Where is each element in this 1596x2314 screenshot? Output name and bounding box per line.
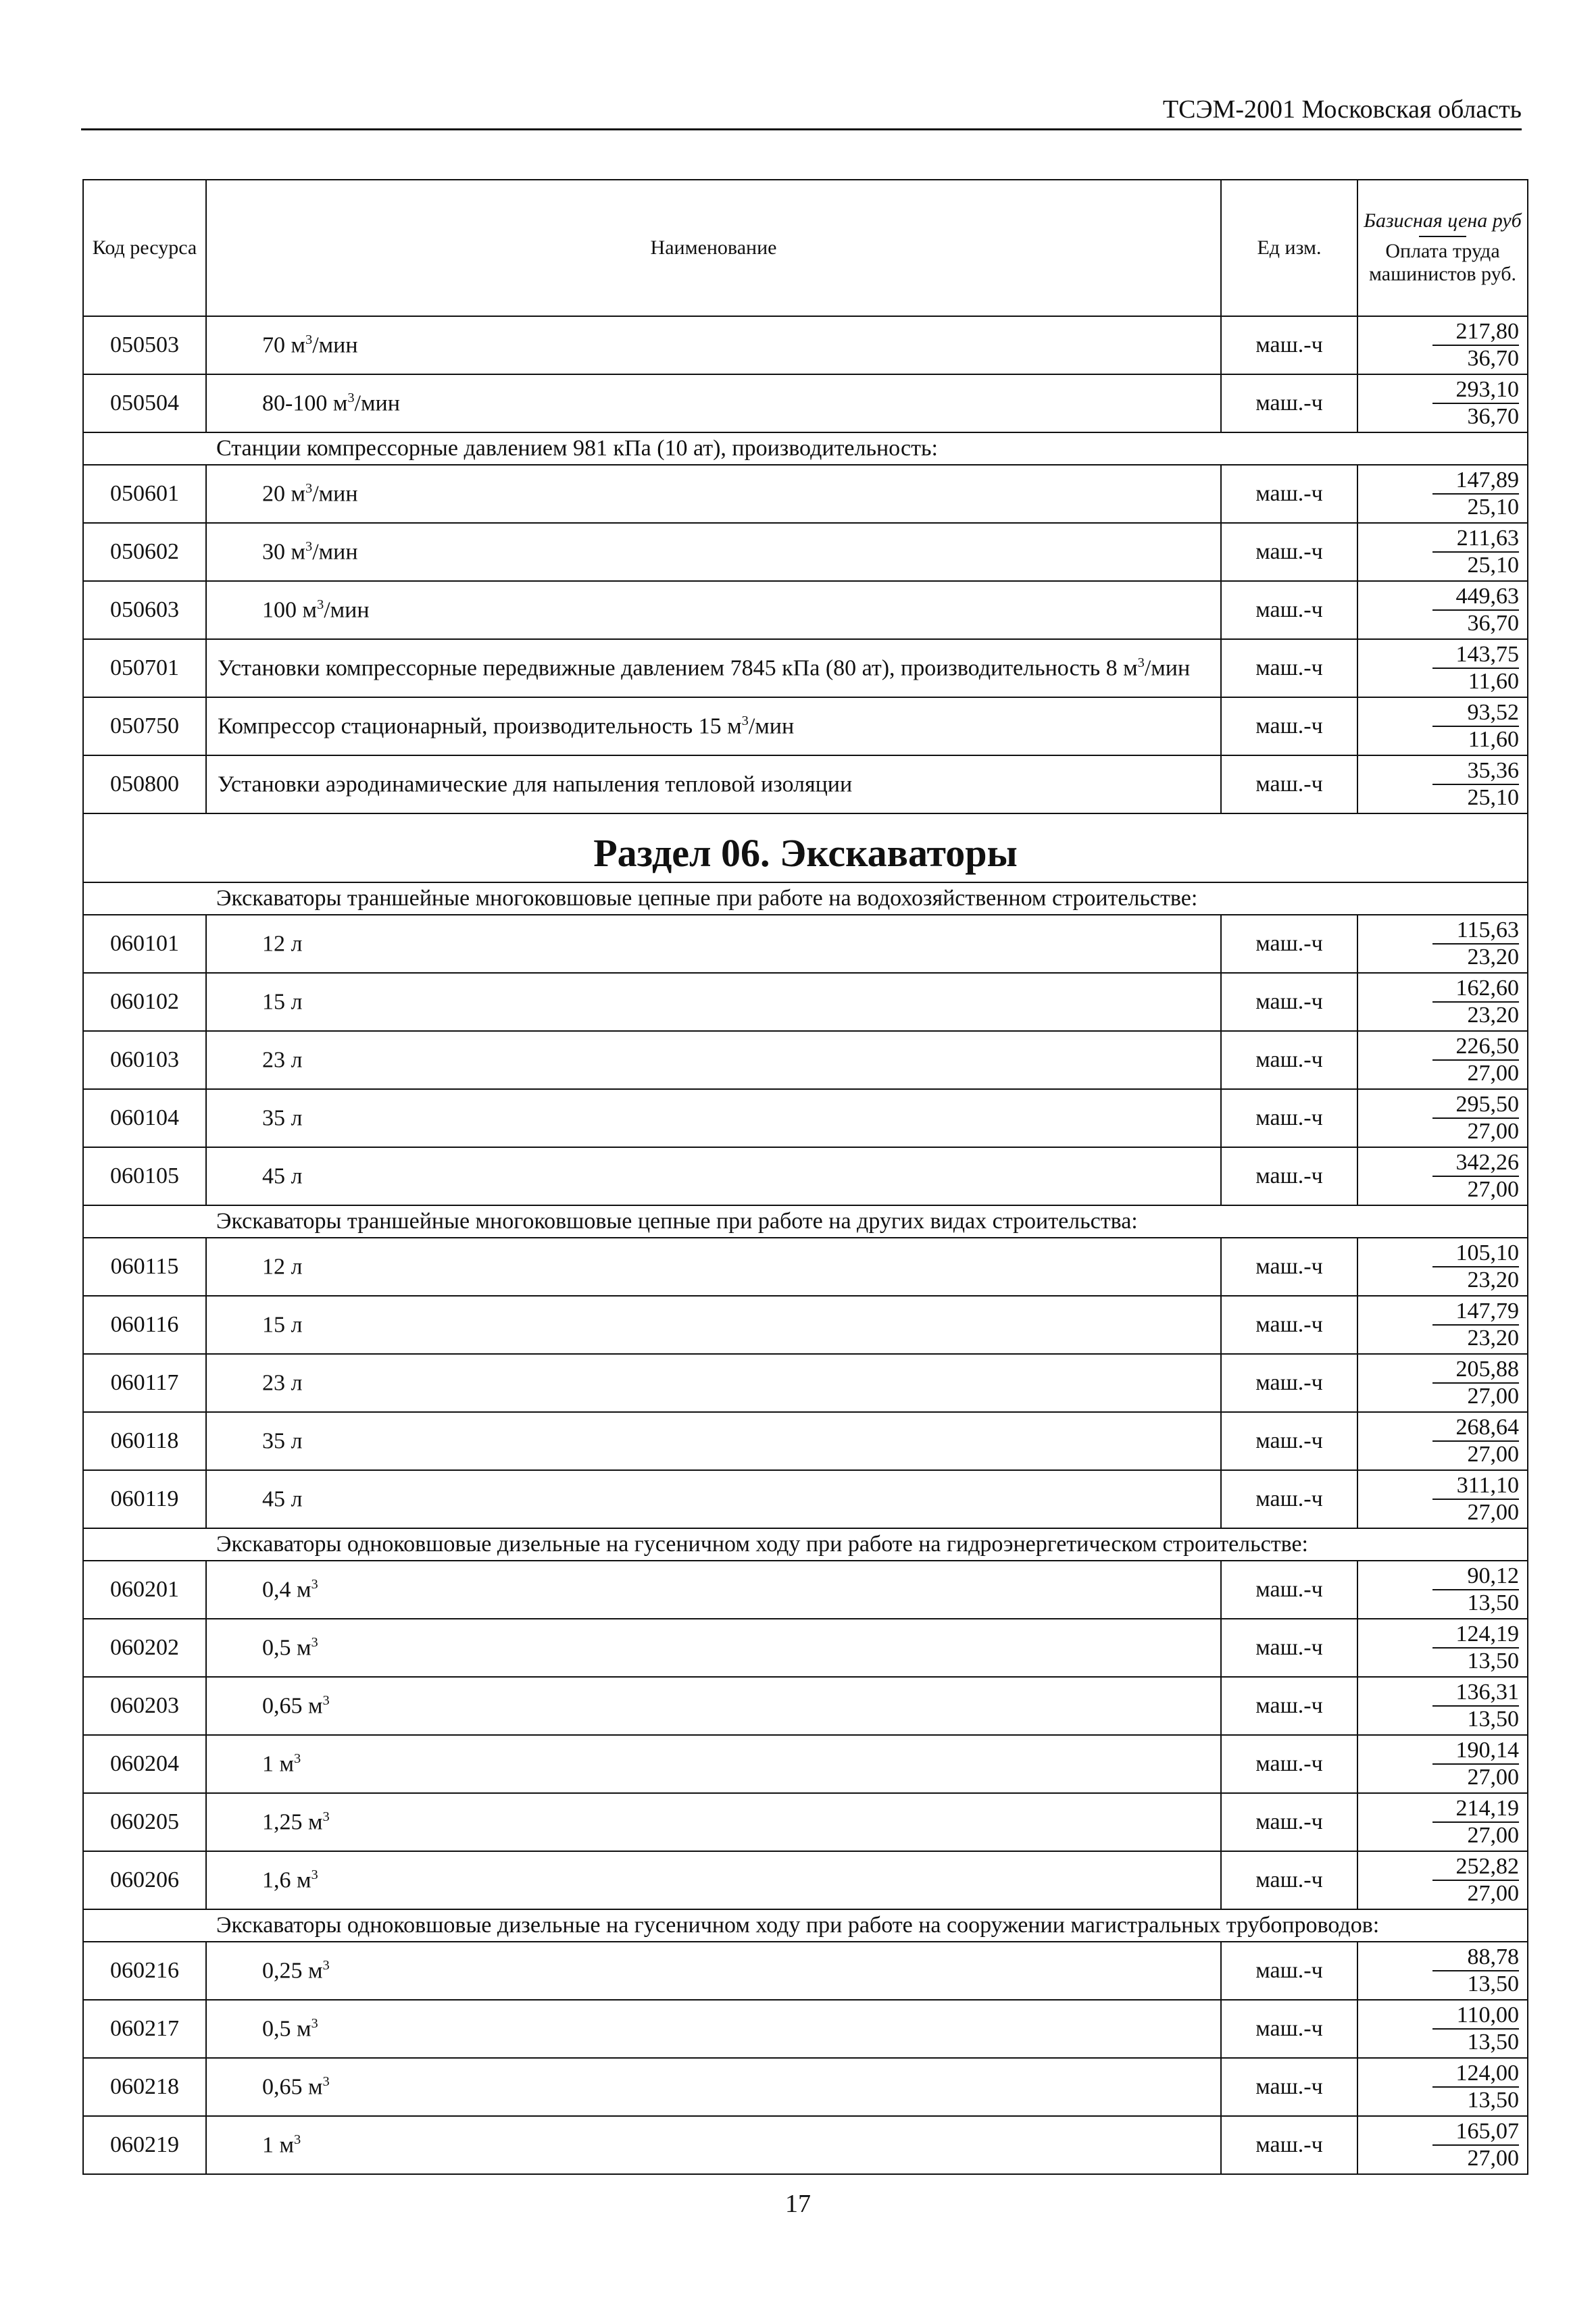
table-row <box>83 1470 1528 1528</box>
resource-name-text: 15 л <box>262 1312 303 1338</box>
page-number: 17 <box>785 2190 811 2218</box>
table-row <box>83 915 1528 973</box>
resource-code: 060205 <box>83 1793 206 1851</box>
resource-code: 060219 <box>83 2116 206 2174</box>
unit-exponent: 3 <box>311 1867 318 1882</box>
price-cell <box>1357 2058 1528 2116</box>
resource-name-text: 35 л <box>262 1428 303 1454</box>
resource-name <box>206 1412 1221 1470</box>
table-row <box>83 2058 1528 2116</box>
group-title-single-hydro: Экскаваторы одноковшовые дизельные на гусеничном ходу при работе на гидроэнергетическом строительстве: <box>83 1528 1528 1561</box>
group-title-compressor: Станции компрессорные давлением 981 кПа (10 ат), производительность: <box>83 432 1528 465</box>
resource-name <box>206 755 1221 813</box>
unit-of-measure: маш.-ч <box>1221 2116 1357 2174</box>
resource-name <box>206 1735 1221 1793</box>
table-row <box>83 1561 1528 1619</box>
unit-exponent: 3 <box>305 480 313 496</box>
table-row <box>83 755 1528 813</box>
price-cell <box>1357 1793 1528 1851</box>
resource-code: 060117 <box>83 1354 206 1412</box>
unit-exponent: 3 <box>305 332 313 347</box>
table-row <box>83 1296 1528 1354</box>
unit-of-measure: маш.-ч <box>1221 1677 1357 1735</box>
resource-code: 060218 <box>83 2058 206 2116</box>
table-row <box>83 523 1528 581</box>
operator-wage: 27,00 <box>1467 1881 1519 1906</box>
base-price: 124,00 <box>1432 2062 1519 2088</box>
resource-code: 050602 <box>83 523 206 581</box>
operator-wage: 13,50 <box>1467 2030 1519 2055</box>
base-price: 268,64 <box>1432 1416 1519 1442</box>
unit-of-measure: маш.-ч <box>1221 1735 1357 1793</box>
table-row <box>83 1147 1528 1205</box>
price-cell <box>1357 316 1528 374</box>
table-row <box>83 581 1528 639</box>
resource-name-text: 1 м <box>262 2132 295 2158</box>
resource-name-suffix: /мин <box>1144 655 1191 681</box>
base-price: 214,19 <box>1432 1797 1519 1823</box>
unit-exponent: 3 <box>294 1751 301 1766</box>
section-row <box>83 813 1528 882</box>
resource-name-text: 12 л <box>262 1254 303 1280</box>
unit-exponent: 3 <box>311 1634 318 1650</box>
header-price-wage: Оплата труда машинистов руб. <box>1368 239 1517 286</box>
header-divider <box>81 128 1522 130</box>
unit-of-measure: маш.-ч <box>1221 1296 1357 1354</box>
unit-of-measure: маш.-ч <box>1221 523 1357 581</box>
base-price: 35,36 <box>1432 759 1519 785</box>
resource-name-text: 70 м <box>262 332 306 358</box>
resource-name <box>206 1619 1221 1677</box>
operator-wage: 11,60 <box>1468 669 1519 694</box>
resource-name <box>206 1354 1221 1412</box>
table-row <box>83 1942 1528 2000</box>
resource-name <box>206 1677 1221 1735</box>
resource-name <box>206 374 1221 432</box>
base-price: 136,31 <box>1432 1681 1519 1707</box>
resource-code: 050603 <box>83 581 206 639</box>
unit-of-measure: маш.-ч <box>1221 755 1357 813</box>
price-cell <box>1357 1942 1528 2000</box>
unit-of-measure: маш.-ч <box>1221 316 1357 374</box>
resource-code: 060105 <box>83 1147 206 1205</box>
header-name: Наименование <box>206 180 1221 316</box>
unit-exponent: 3 <box>741 713 749 728</box>
resource-name-text: 0,5 м <box>262 2016 311 2042</box>
base-price: 311,10 <box>1432 1474 1519 1500</box>
unit-of-measure: маш.-ч <box>1221 581 1357 639</box>
resource-name <box>206 1031 1221 1089</box>
resource-name <box>206 2116 1221 2174</box>
unit-of-measure: маш.-ч <box>1221 1561 1357 1619</box>
base-price: 342,26 <box>1432 1151 1519 1177</box>
table-row <box>83 316 1528 374</box>
operator-wage: 27,00 <box>1467 1442 1519 1467</box>
price-cell <box>1357 1238 1528 1296</box>
unit-exponent: 3 <box>322 1957 330 1973</box>
resource-name-text: 20 м <box>262 481 306 507</box>
price-cell <box>1357 523 1528 581</box>
base-price: 190,14 <box>1432 1739 1519 1765</box>
resource-code: 050503 <box>83 316 206 374</box>
unit-exponent: 3 <box>322 2073 330 2089</box>
operator-wage: 13,50 <box>1467 2088 1519 2113</box>
price-cell <box>1357 755 1528 813</box>
resource-code: 060216 <box>83 1942 206 2000</box>
table-row <box>83 1089 1528 1147</box>
resource-name <box>206 1793 1221 1851</box>
base-price: 90,12 <box>1432 1565 1519 1590</box>
resource-name-suffix: /мин <box>312 539 358 565</box>
operator-wage: 23,20 <box>1467 1267 1519 1292</box>
price-cell <box>1357 1561 1528 1619</box>
resource-name <box>206 2000 1221 2058</box>
price-cell <box>1357 465 1528 523</box>
unit-exponent: 3 <box>311 1576 318 1592</box>
unit-of-measure: маш.-ч <box>1221 1147 1357 1205</box>
base-price: 293,10 <box>1432 378 1519 404</box>
operator-wage: 23,20 <box>1467 1326 1519 1351</box>
resource-name-text: 30 м <box>262 539 306 565</box>
header-price-base: Базисная цена руб <box>1364 209 1522 232</box>
resource-name-text: Компрессор стационарный, производительность 15 м <box>218 713 742 739</box>
resource-name-text: 0,65 м <box>262 1693 323 1719</box>
table-row <box>83 639 1528 697</box>
base-price: 217,80 <box>1432 320 1519 346</box>
resource-name-text: 0,65 м <box>262 2074 323 2100</box>
base-price: 165,07 <box>1432 2120 1519 2146</box>
table-header-row <box>83 180 1528 316</box>
table-row <box>83 1031 1528 1089</box>
unit-of-measure: маш.-ч <box>1221 1354 1357 1412</box>
resource-name <box>206 581 1221 639</box>
resource-code: 050601 <box>83 465 206 523</box>
resource-name-text: 45 л <box>262 1486 303 1512</box>
table-row <box>83 1354 1528 1412</box>
base-price: 205,88 <box>1432 1358 1519 1384</box>
resource-name-text: 1 м <box>262 1751 295 1777</box>
group-title-single-pipeline: Экскаваторы одноковшовые дизельные на гусеничном ходу при работе на сооружении магистральных трубопроводов: <box>83 1909 1528 1942</box>
base-price: 143,75 <box>1432 643 1519 669</box>
resource-code: 050504 <box>83 374 206 432</box>
operator-wage: 36,70 <box>1467 346 1519 371</box>
resource-code: 060118 <box>83 1412 206 1470</box>
resource-name-text: 0,25 м <box>262 1958 323 1984</box>
resource-code: 060101 <box>83 915 206 973</box>
resource-code: 060204 <box>83 1735 206 1793</box>
unit-of-measure: маш.-ч <box>1221 2000 1357 2058</box>
resource-name-text: 0,4 м <box>262 1577 311 1603</box>
resource-name <box>206 639 1221 697</box>
resource-name <box>206 2058 1221 2116</box>
resource-name-suffix: /мин <box>312 481 358 507</box>
table-row <box>83 1619 1528 1677</box>
table-row <box>83 2000 1528 2058</box>
unit-of-measure: маш.-ч <box>1221 1031 1357 1089</box>
base-price: 252,82 <box>1432 1855 1519 1881</box>
resource-code: 060202 <box>83 1619 206 1677</box>
resource-name-text: 23 л <box>262 1047 303 1073</box>
resource-name <box>206 1942 1221 2000</box>
resource-name <box>206 316 1221 374</box>
unit-of-measure: маш.-ч <box>1221 1089 1357 1147</box>
resource-name <box>206 465 1221 523</box>
unit-of-measure: маш.-ч <box>1221 1793 1357 1851</box>
header-unit: Ед изм. <box>1221 180 1357 316</box>
resource-name-text: 23 л <box>262 1370 303 1396</box>
resource-name-text: 12 л <box>262 931 303 957</box>
header-price-divider <box>1419 236 1466 237</box>
unit-exponent: 3 <box>347 390 355 405</box>
resource-code: 060217 <box>83 2000 206 2058</box>
document-header-title: ТСЭМ-2001 Московская область <box>1162 95 1522 124</box>
group-title-trench-water: Экскаваторы траншейные многоковшовые цепные при работе на водохозяйственном строительстве: <box>83 882 1528 915</box>
base-price: 226,50 <box>1432 1035 1519 1061</box>
unit-of-measure: маш.-ч <box>1221 1412 1357 1470</box>
resource-code: 060203 <box>83 1677 206 1735</box>
table-row <box>83 1735 1528 1793</box>
resource-code: 050750 <box>83 697 206 755</box>
base-price: 147,79 <box>1432 1300 1519 1326</box>
table-row <box>83 1677 1528 1735</box>
resource-name-text: 80-100 м <box>262 391 348 416</box>
price-cell <box>1357 639 1528 697</box>
operator-wage: 13,50 <box>1467 1707 1519 1732</box>
table-row <box>83 1238 1528 1296</box>
resource-name-text: 1,25 м <box>262 1809 323 1835</box>
unit-of-measure: маш.-ч <box>1221 973 1357 1031</box>
resource-name-suffix: /мин <box>312 332 358 358</box>
operator-wage: 25,10 <box>1467 785 1519 810</box>
table-row <box>83 465 1528 523</box>
price-cell <box>1357 1296 1528 1354</box>
base-price: 110,00 <box>1432 2004 1519 2030</box>
operator-wage: 25,10 <box>1467 553 1519 578</box>
unit-of-measure: маш.-ч <box>1221 697 1357 755</box>
base-price: 295,50 <box>1432 1093 1519 1119</box>
unit-of-measure: маш.-ч <box>1221 1470 1357 1528</box>
header-price <box>1357 180 1528 316</box>
operator-wage: 25,10 <box>1467 495 1519 520</box>
resource-code: 050701 <box>83 639 206 697</box>
table-row <box>83 1793 1528 1851</box>
operator-wage: 27,00 <box>1467 1061 1519 1086</box>
price-cell <box>1357 915 1528 973</box>
operator-wage: 13,50 <box>1467 1590 1519 1615</box>
resource-name <box>206 1089 1221 1147</box>
price-cell <box>1357 973 1528 1031</box>
unit-of-measure: маш.-ч <box>1221 915 1357 973</box>
price-cell <box>1357 2116 1528 2174</box>
group-row <box>83 882 1528 915</box>
unit-of-measure: маш.-ч <box>1221 374 1357 432</box>
unit-exponent: 3 <box>1137 655 1145 670</box>
base-price: 211,63 <box>1432 527 1519 553</box>
price-cell <box>1357 1089 1528 1147</box>
unit-of-measure: маш.-ч <box>1221 1238 1357 1296</box>
base-price: 449,63 <box>1432 585 1519 611</box>
resource-name <box>206 973 1221 1031</box>
operator-wage: 27,00 <box>1467 1384 1519 1409</box>
resource-name <box>206 1470 1221 1528</box>
base-price: 162,60 <box>1432 977 1519 1003</box>
resource-code: 060102 <box>83 973 206 1031</box>
unit-of-measure: маш.-ч <box>1221 639 1357 697</box>
operator-wage: 27,00 <box>1467 1765 1519 1790</box>
group-title-trench-other: Экскаваторы траншейные многоковшовые цепные при работе на других видах строительства: <box>83 1205 1528 1238</box>
resource-name-text: 1,6 м <box>262 1867 311 1893</box>
table-row <box>83 1412 1528 1470</box>
resource-name-text: 35 л <box>262 1105 303 1131</box>
resource-name <box>206 1238 1221 1296</box>
operator-wage: 27,00 <box>1467 2146 1519 2171</box>
price-cell <box>1357 697 1528 755</box>
resource-name-text: 45 л <box>262 1163 303 1189</box>
header-code: Код ресурса <box>83 180 206 316</box>
unit-of-measure: маш.-ч <box>1221 2058 1357 2116</box>
base-price: 124,19 <box>1432 1623 1519 1649</box>
operator-wage: 27,00 <box>1467 1823 1519 1848</box>
price-cell <box>1357 1619 1528 1677</box>
resource-code: 060206 <box>83 1851 206 1909</box>
operator-wage: 36,70 <box>1467 611 1519 636</box>
price-cell <box>1357 1354 1528 1412</box>
unit-of-measure: маш.-ч <box>1221 465 1357 523</box>
resource-name <box>206 915 1221 973</box>
operator-wage: 27,00 <box>1467 1119 1519 1144</box>
operator-wage: 11,60 <box>1468 727 1519 752</box>
operator-wage: 36,70 <box>1467 404 1519 429</box>
resource-name-text: 15 л <box>262 989 303 1015</box>
price-cell <box>1357 2000 1528 2058</box>
resource-name-suffix: /мин <box>748 713 795 739</box>
resource-name-text: Установки компрессорные передвижные давлением 7845 кПа (80 ат), производительность 8 м <box>218 655 1138 681</box>
price-cell <box>1357 1031 1528 1089</box>
base-price: 115,63 <box>1432 919 1519 945</box>
resource-name <box>206 1851 1221 1909</box>
operator-wage: 27,00 <box>1467 1177 1519 1202</box>
table-row <box>83 973 1528 1031</box>
base-price: 147,89 <box>1432 469 1519 495</box>
unit-exponent: 3 <box>322 1809 330 1824</box>
table-row <box>83 2116 1528 2174</box>
operator-wage: 13,50 <box>1467 1649 1519 1674</box>
unit-exponent: 3 <box>294 2132 301 2147</box>
resource-name-text: 0,5 м <box>262 1635 311 1661</box>
resource-name <box>206 1296 1221 1354</box>
resource-name-suffix: /мин <box>324 597 370 623</box>
price-cell <box>1357 374 1528 432</box>
resource-name <box>206 523 1221 581</box>
resource-code: 050800 <box>83 755 206 813</box>
table-row <box>83 697 1528 755</box>
resource-code: 060201 <box>83 1561 206 1619</box>
price-cell <box>1357 581 1528 639</box>
group-row <box>83 1205 1528 1238</box>
operator-wage: 23,20 <box>1467 945 1519 970</box>
table-row <box>83 1851 1528 1909</box>
unit-of-measure: маш.-ч <box>1221 1851 1357 1909</box>
resource-code: 060115 <box>83 1238 206 1296</box>
unit-exponent: 3 <box>322 1692 330 1708</box>
resource-name <box>206 1561 1221 1619</box>
unit-of-measure: маш.-ч <box>1221 1942 1357 2000</box>
price-cell <box>1357 1470 1528 1528</box>
resource-name <box>206 1147 1221 1205</box>
unit-exponent: 3 <box>317 597 324 612</box>
resource-code: 060103 <box>83 1031 206 1089</box>
resource-code: 060104 <box>83 1089 206 1147</box>
base-price: 93,52 <box>1432 701 1519 727</box>
resource-name-text: Установки аэродинамические для напыления тепловой изоляции <box>218 772 853 797</box>
price-cell <box>1357 1147 1528 1205</box>
section-title: Раздел 06. Экскаваторы <box>83 813 1528 882</box>
unit-of-measure: маш.-ч <box>1221 1619 1357 1677</box>
group-row <box>83 1528 1528 1561</box>
base-price: 88,78 <box>1432 1946 1519 1971</box>
unit-exponent: 3 <box>311 2015 318 2031</box>
operator-wage: 27,00 <box>1467 1500 1519 1525</box>
price-cell <box>1357 1677 1528 1735</box>
base-price: 105,10 <box>1432 1242 1519 1267</box>
group-row <box>83 432 1528 465</box>
resource-code: 060116 <box>83 1296 206 1354</box>
price-table <box>82 179 1528 2175</box>
resource-name-suffix: /мин <box>354 391 400 416</box>
resource-name <box>206 697 1221 755</box>
resource-code: 060119 <box>83 1470 206 1528</box>
table-row <box>83 374 1528 432</box>
operator-wage: 13,50 <box>1467 1971 1519 1996</box>
price-cell <box>1357 1735 1528 1793</box>
unit-exponent: 3 <box>305 538 313 554</box>
resource-name-text: 100 м <box>262 597 318 623</box>
price-cell <box>1357 1851 1528 1909</box>
group-row <box>83 1909 1528 1942</box>
price-cell <box>1357 1412 1528 1470</box>
operator-wage: 23,20 <box>1467 1003 1519 1028</box>
